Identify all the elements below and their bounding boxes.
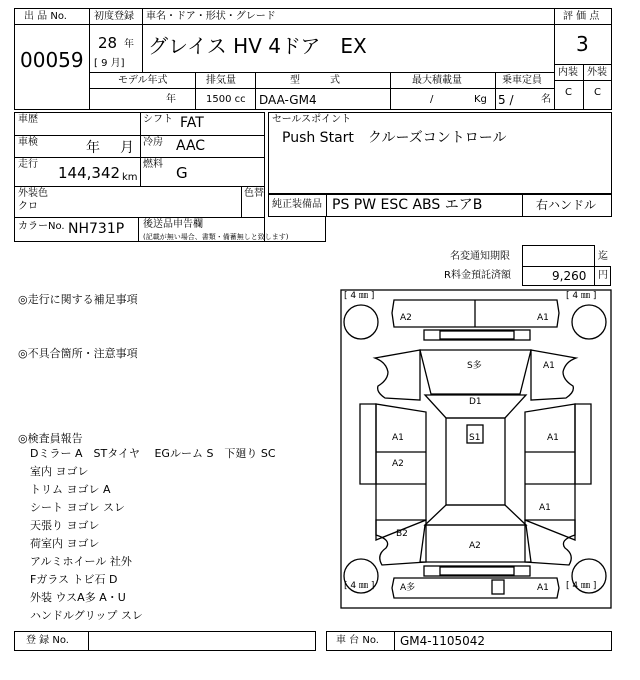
after-label: 後送品申告欄: [143, 219, 203, 230]
recycle-label: R料金預託済額: [444, 270, 511, 281]
recolor-label: 色替: [244, 188, 264, 199]
inspector-line: 室内 ヨゴレ: [30, 465, 89, 478]
inspector-line: Fガラス トビ石 D: [30, 573, 118, 586]
mark-rear-bumper-right: A1: [537, 583, 549, 593]
model-year-label: モデル年式: [118, 75, 168, 86]
mark-rear-bumper-left: A多: [400, 583, 416, 593]
mark-hood: S多: [467, 361, 482, 371]
car-label: 車名・ドア・形状・グレード: [146, 11, 276, 22]
transfer-label: 名変通知期限: [450, 251, 510, 262]
shift-label: シフト: [143, 114, 173, 125]
inspector-line: 荷室内 ヨゴレ: [30, 537, 100, 550]
color-no-label: カラーNo.: [18, 221, 65, 232]
capacity-unit: 名: [541, 94, 551, 105]
reg-no-label: 登 録 No.: [26, 635, 69, 646]
inspection-label: 車検: [18, 137, 38, 148]
ac-label: 冷房: [143, 137, 163, 148]
mark-front-bumper-left: A2: [400, 313, 412, 323]
max-load-label: 最大積載量: [412, 75, 462, 86]
inspector-report-label: ◎検査員報告: [18, 432, 83, 445]
reg-year-unit: 年: [124, 39, 134, 50]
model-type: DAA-GM4: [259, 93, 317, 107]
max-load: /: [430, 94, 434, 105]
mileage-label: 走行: [18, 159, 38, 170]
car-name: グレイス HV 4ドア EX: [148, 34, 367, 58]
after-sub: (記載が無い場合、書類・備蓄無しと致します): [143, 233, 289, 241]
displacement: 1500 cc: [206, 94, 246, 105]
recycle-value: 9,260: [552, 269, 587, 283]
sales-point-label: セールスポイント: [272, 114, 352, 125]
max-load-unit: Kg: [474, 94, 487, 105]
exterior-label: 外装: [587, 67, 607, 78]
sales-point-value: Push Start クルーズコントロール: [282, 130, 507, 146]
shift-value: FAT: [180, 115, 204, 131]
transfer-unit: 迄: [598, 251, 608, 262]
mark-rear-fender-right: A1: [539, 503, 551, 513]
mark-front-bumper-right: A1: [537, 313, 549, 323]
capacity: 5 /: [498, 93, 514, 107]
steering-value: 右ハンドル: [536, 198, 597, 212]
inspector-line: 天張り ヨゴレ: [30, 519, 100, 532]
recycle-unit: 円: [598, 270, 608, 281]
mark-trunk: A2: [469, 541, 481, 551]
mark-front-door-left: A1: [392, 433, 404, 443]
running-notes-label: ◎走行に関する補足事項: [18, 293, 138, 306]
first-reg-label: 初度登録: [94, 11, 134, 22]
score: 3: [576, 32, 589, 56]
color-no-value: NH731P: [68, 221, 125, 237]
capacity-label: 乗車定員: [502, 75, 542, 86]
displacement-label: 排気量: [206, 75, 236, 86]
equipment-value: PS PW ESC ABS エアB: [332, 197, 483, 213]
lot-no: 00059: [20, 48, 84, 72]
fuel-label: 燃料: [143, 159, 163, 170]
inspector-line: トリム ヨゴレ A: [30, 483, 111, 496]
mileage-unit: km: [122, 172, 138, 183]
exterior-grade: C: [594, 87, 601, 98]
fuel-value: G: [176, 164, 188, 182]
interior-grade: C: [565, 87, 572, 98]
chassis-no: GM4-1105042: [400, 634, 486, 648]
chassis-label: 車 台 No.: [336, 635, 379, 646]
mileage-value: 144,342: [58, 164, 121, 182]
mark-front-fender-right: A1: [543, 361, 555, 371]
type-label: 型 式: [290, 75, 340, 86]
model-year-unit: 年: [166, 94, 176, 105]
inspection-year: 年: [86, 140, 100, 156]
lot-no-label: 出 品 No.: [24, 11, 67, 22]
history-label: 車歴: [18, 114, 38, 125]
inspector-line: 外装 ウスA多 A・U: [30, 591, 126, 604]
tire-rear-left-depth: [ 4 ㎜ ]: [344, 581, 375, 591]
interior-label: 内装: [558, 67, 578, 78]
mark-rear-door-left: A2: [392, 459, 404, 469]
inspector-line: アルミホイール 社外: [30, 555, 132, 568]
ext-color-label: 外装色: [18, 188, 48, 199]
ext-color-value: クロ: [18, 201, 38, 212]
ac-value: AAC: [176, 138, 206, 154]
mark-roof: S1: [469, 433, 481, 443]
equipment-label: 純正装備品: [272, 199, 322, 210]
reg-month: [ 9 月]: [94, 58, 125, 69]
inspector-line: Dミラー A STタイヤ EGルーム S 下廻り SC: [30, 447, 276, 460]
tire-front-right-depth: [ 4 ㎜ ]: [566, 291, 597, 301]
tire-rear-right-depth: [ 4 ㎜ ]: [566, 581, 597, 591]
mark-windshield: D1: [469, 397, 482, 407]
reg-year: 28: [98, 34, 118, 52]
defect-notes-label: ◎不具合箇所・注意事項: [18, 347, 138, 360]
inspector-line: ハンドルグリップ スレ: [30, 609, 143, 622]
mark-front-door-right: A1: [547, 433, 559, 443]
mark-quarter-left: B2: [396, 529, 408, 539]
score-label: 評 価 点: [563, 11, 600, 22]
tire-front-left-depth: [ 4 ㎜ ]: [344, 291, 375, 301]
inspector-line: シート ヨゴレ スレ: [30, 501, 125, 514]
inspection-month: 月: [120, 140, 134, 156]
